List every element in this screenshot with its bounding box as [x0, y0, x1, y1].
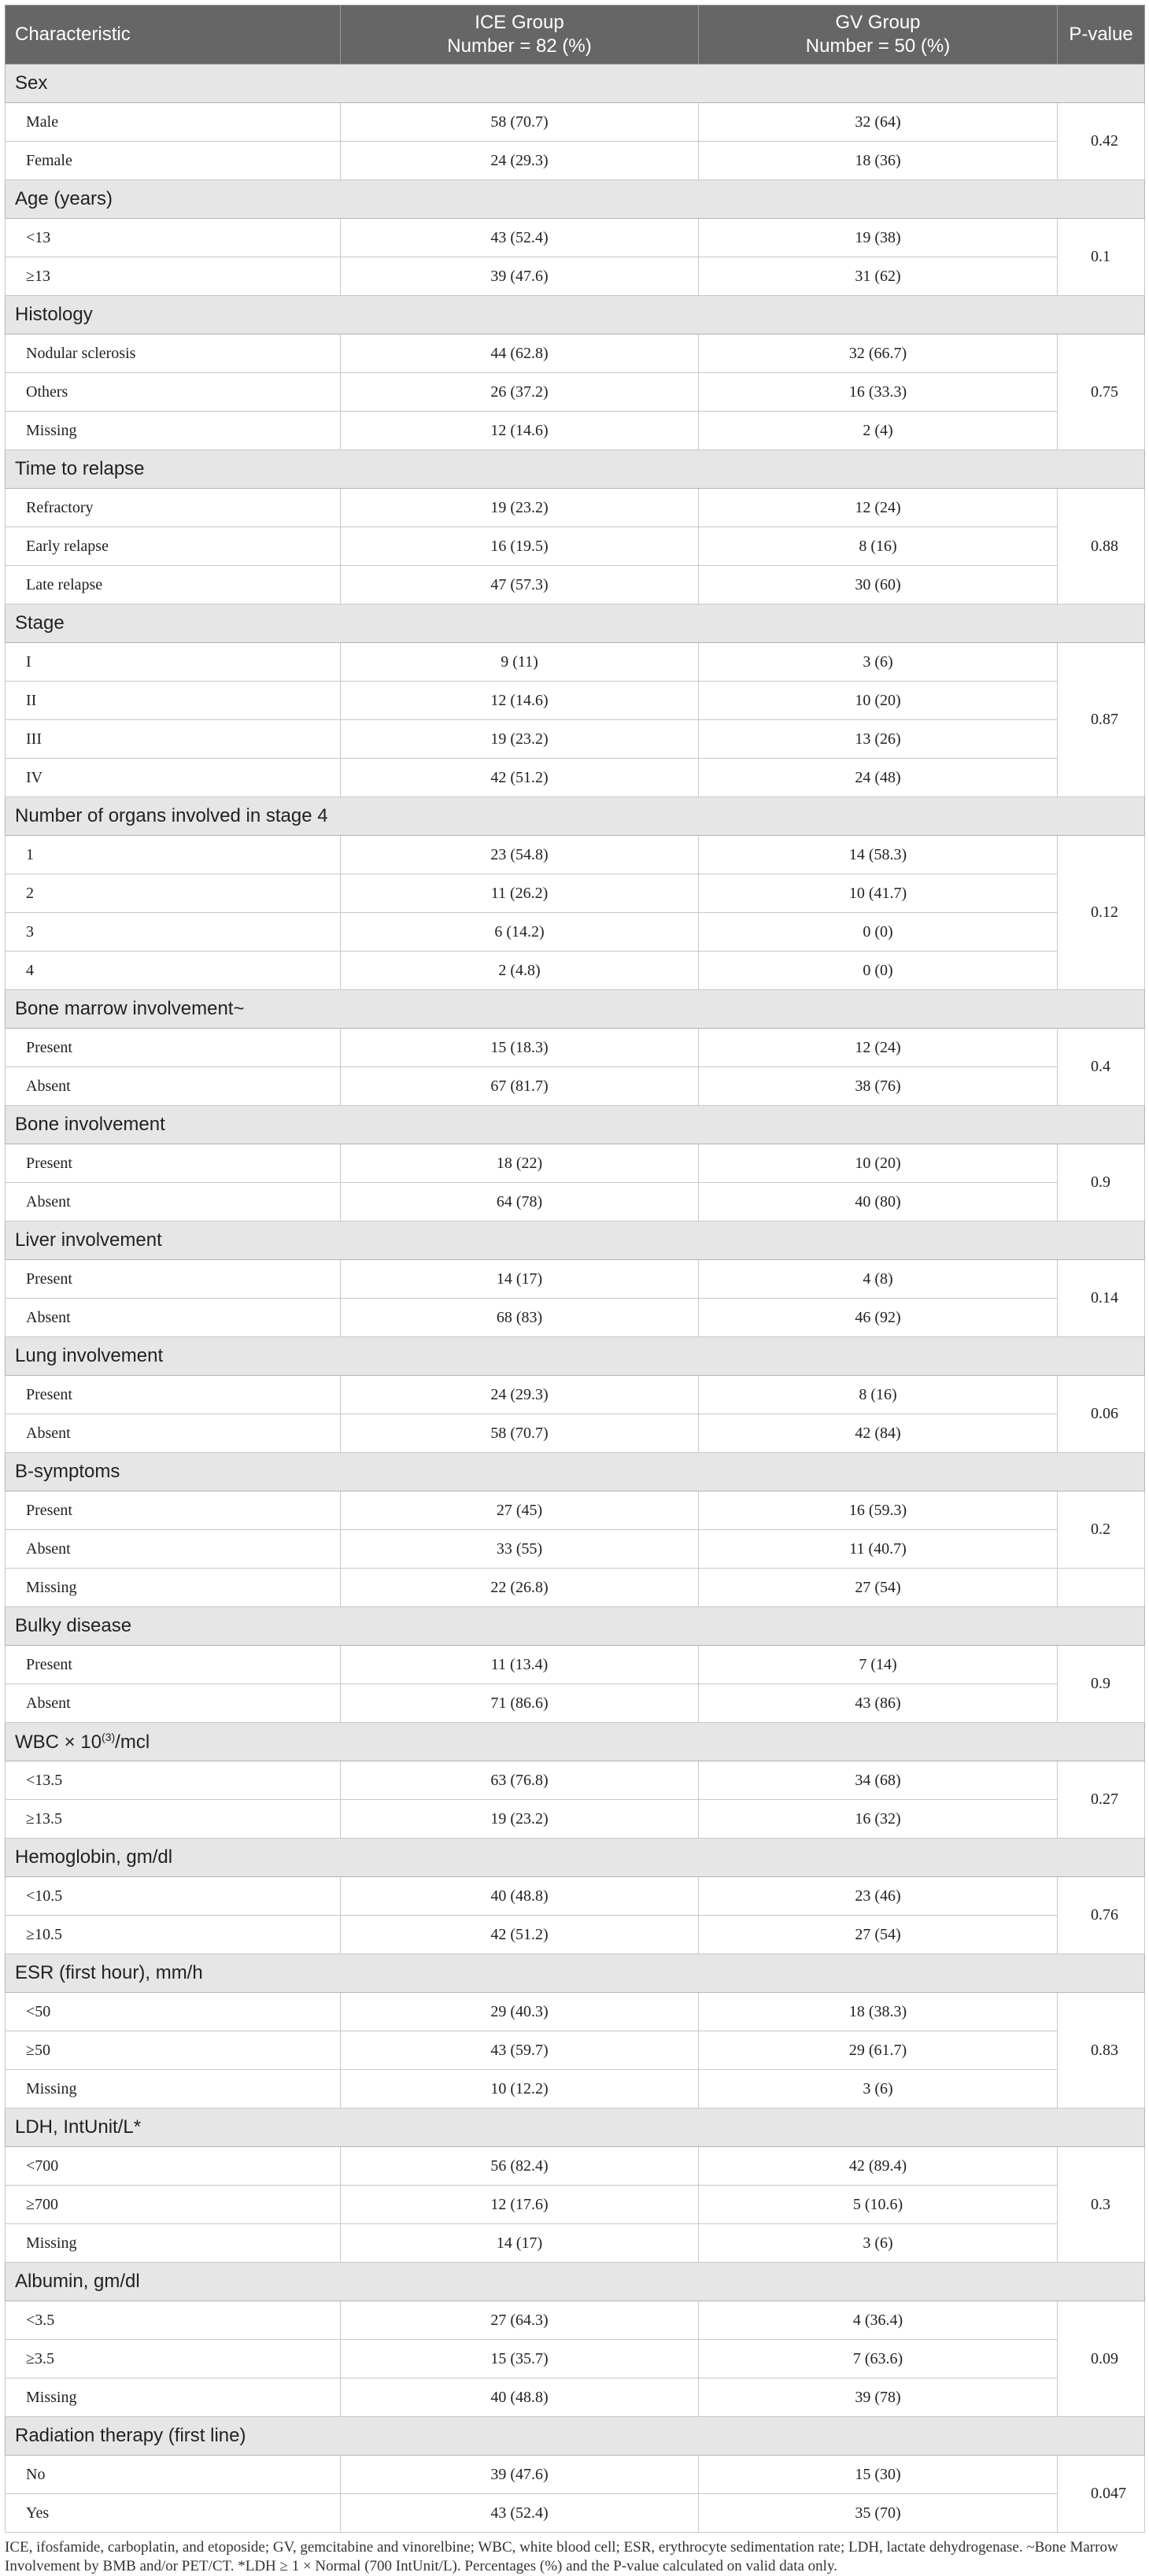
ice-value: 39 (47.6): [341, 2456, 699, 2494]
table-row: [6, 1260, 1145, 1299]
gv-value: 4 (8): [699, 1260, 1058, 1299]
gv-value: 19 (38): [699, 219, 1058, 257]
category-row: [6, 1954, 1145, 1993]
header-pvalue-label: P-value: [1069, 24, 1133, 45]
category-title: [6, 990, 1145, 1029]
row-label: No: [6, 2456, 341, 2494]
pvalue-cell: 0.42: [1058, 103, 1145, 180]
row-label: 1: [6, 836, 341, 874]
category-title: [6, 65, 1145, 103]
gv-value: 10 (20): [699, 1144, 1058, 1183]
ice-value: 64 (78): [341, 1183, 699, 1221]
gv-value: 12 (24): [699, 489, 1058, 527]
gv-value: 8 (16): [699, 1376, 1058, 1414]
gv-value: 30 (60): [699, 566, 1058, 604]
category-title-text: Histology: [15, 304, 93, 325]
gv-value: 18 (36): [699, 142, 1058, 180]
row-label: Missing: [6, 412, 341, 450]
gv-value: 16 (32): [699, 1800, 1058, 1839]
category-title-text: LDH, IntUnit/L*: [15, 2116, 142, 2138]
ice-value: 40 (48.8): [341, 1877, 699, 1916]
header-ice-line2: Number = 82 (%): [447, 35, 592, 57]
category-title-text: Bone marrow involvement~: [15, 998, 245, 1019]
row-label: ≥10.5: [6, 1916, 341, 1954]
category-row: [6, 1106, 1145, 1144]
gv-value: 32 (64): [699, 103, 1058, 142]
table-row: [6, 913, 1145, 952]
category-title: [6, 1221, 1145, 1260]
table-row: [6, 1761, 1145, 1800]
category-title-text: Stage: [15, 612, 65, 634]
gv-value: 8 (16): [699, 527, 1058, 566]
ice-value: 15 (35.7): [341, 2340, 699, 2378]
table-row: [6, 2340, 1145, 2378]
row-label: Early relapse: [6, 527, 341, 566]
category-row: [6, 2263, 1145, 2301]
category-title: [6, 1954, 1145, 1993]
row-label: ≥13.5: [6, 1800, 341, 1839]
ice-value: 58 (70.7): [341, 1414, 699, 1453]
gv-value: 4 (36.4): [699, 2301, 1058, 2340]
ice-value: 47 (57.3): [341, 566, 699, 604]
category-title-text: Lung involvement: [15, 1345, 164, 1366]
category-title: [6, 1723, 1145, 1761]
ice-value: 14 (17): [341, 1260, 699, 1299]
gv-value: 16 (33.3): [699, 373, 1058, 412]
table-row: [6, 874, 1145, 913]
category-title-text: B-symptoms: [15, 1461, 120, 1482]
header-row: [6, 6, 1145, 65]
ice-value: 10 (12.2): [341, 2070, 699, 2108]
table-row: [6, 334, 1145, 373]
gv-value: 15 (30): [699, 2456, 1058, 2494]
ice-value: 29 (40.3): [341, 1993, 699, 2031]
row-label: Present: [6, 1376, 341, 1414]
pvalue-cell: 0.9: [1058, 1144, 1145, 1221]
table-row: [6, 2186, 1145, 2224]
pvalue-cell: 0.2: [1058, 1491, 1145, 1569]
table-row: [6, 682, 1145, 720]
ice-value: 63 (76.8): [341, 1761, 699, 1800]
header-gv-group: [699, 6, 1058, 65]
gv-value: 27 (54): [699, 1916, 1058, 1954]
row-label: Nodular sclerosis: [6, 334, 341, 373]
gv-value: 3 (6): [699, 2224, 1058, 2263]
ice-value: 14 (17): [341, 2224, 699, 2263]
row-label: <13: [6, 219, 341, 257]
characteristics-table: [5, 5, 1145, 2533]
pvalue-cell: 0.88: [1058, 489, 1145, 604]
gv-value: 7 (14): [699, 1646, 1058, 1684]
row-label: Absent: [6, 1067, 341, 1106]
ice-value: 39 (47.6): [341, 257, 699, 296]
category-title: [6, 1337, 1145, 1376]
row-label: 3: [6, 913, 341, 952]
pvalue-cell: 0.14: [1058, 1260, 1145, 1337]
row-label: Missing: [6, 2224, 341, 2263]
pvalue-cell: 0.1: [1058, 219, 1145, 296]
table-row: [6, 219, 1145, 257]
row-label: <10.5: [6, 1877, 341, 1916]
category-title: [6, 450, 1145, 489]
row-label: ≥50: [6, 2031, 341, 2070]
category-title-text: Sex: [15, 72, 48, 94]
row-label: ≥3.5: [6, 2340, 341, 2378]
gv-value: 5 (10.6): [699, 2186, 1058, 2224]
row-label: Others: [6, 373, 341, 412]
category-title-text: Number of organs involved in stage 4: [15, 805, 328, 826]
gv-value: 12 (24): [699, 1029, 1058, 1067]
category-title-text: Liver involvement: [15, 1229, 162, 1251]
row-label: II: [6, 682, 341, 720]
table-row: [6, 643, 1145, 682]
table-row: [6, 2224, 1145, 2263]
category-row: [6, 1337, 1145, 1376]
category-title: [6, 1839, 1145, 1877]
gv-value: 43 (86): [699, 1684, 1058, 1723]
gv-value: 2 (4): [699, 412, 1058, 450]
table-row: [6, 836, 1145, 874]
ice-value: 2 (4.8): [341, 952, 699, 990]
category-title-text: Radiation therapy (first line): [15, 2425, 246, 2446]
row-label: Absent: [6, 1684, 341, 1723]
ice-value: 26 (37.2): [341, 373, 699, 412]
table-row: [6, 1067, 1145, 1106]
category-row: [6, 1453, 1145, 1491]
ice-value: 44 (62.8): [341, 334, 699, 373]
category-title: [6, 2263, 1145, 2301]
ice-value: 71 (86.6): [341, 1684, 699, 1723]
table-row: [6, 103, 1145, 142]
gv-value: 32 (66.7): [699, 334, 1058, 373]
header-ice-group: [341, 6, 699, 65]
row-label: <700: [6, 2147, 341, 2186]
table-row: [6, 1800, 1145, 1839]
ice-value: 24 (29.3): [341, 142, 699, 180]
category-title-text: Hemoglobin, gm/dl: [15, 1846, 173, 1868]
category-row: [6, 2417, 1145, 2456]
ice-value: 67 (81.7): [341, 1067, 699, 1106]
table-row: [6, 720, 1145, 759]
table-row: [6, 1530, 1145, 1569]
ice-value: 15 (18.3): [341, 1029, 699, 1067]
gv-value: 31 (62): [699, 257, 1058, 296]
row-label: Present: [6, 1260, 341, 1299]
table-row: [6, 142, 1145, 180]
ice-value: 27 (45): [341, 1491, 699, 1530]
header-characteristic: [6, 6, 341, 65]
header-gv-line1: GV Group: [835, 12, 921, 33]
row-label: Missing: [6, 1569, 341, 1607]
gv-value: 27 (54): [699, 1569, 1058, 1607]
category-title-text: Albumin, gm/dl: [15, 2271, 140, 2292]
table-row: [6, 1569, 1145, 1607]
pvalue-cell: 0.3: [1058, 2147, 1145, 2263]
table-row: [6, 2301, 1145, 2340]
pvalue-empty-cell: [1058, 1569, 1145, 1607]
ice-value: 24 (29.3): [341, 1376, 699, 1414]
category-title-text: Bulky disease: [15, 1615, 132, 1636]
pvalue-cell: 0.76: [1058, 1877, 1145, 1954]
row-label: Present: [6, 1144, 341, 1183]
table-row: [6, 489, 1145, 527]
row-label: 2: [6, 874, 341, 913]
row-label: Absent: [6, 1183, 341, 1221]
ice-value: 23 (54.8): [341, 836, 699, 874]
category-title: [6, 797, 1145, 836]
ice-value: 22 (26.8): [341, 1569, 699, 1607]
table-row: [6, 1993, 1145, 2031]
ice-value: 58 (70.7): [341, 103, 699, 142]
table-row: [6, 1183, 1145, 1221]
category-title: [6, 296, 1145, 334]
table-row: [6, 566, 1145, 604]
ice-value: 16 (19.5): [341, 527, 699, 566]
table-row: [6, 1144, 1145, 1183]
gv-value: 0 (0): [699, 952, 1058, 990]
row-label: IV: [6, 759, 341, 797]
row-label: ≥13: [6, 257, 341, 296]
ice-value: 43 (59.7): [341, 2031, 699, 2070]
table-row: [6, 2070, 1145, 2108]
gv-value: 40 (80): [699, 1183, 1058, 1221]
gv-value: 24 (48): [699, 759, 1058, 797]
gv-value: 42 (84): [699, 1414, 1058, 1453]
row-label: Absent: [6, 1530, 341, 1569]
category-title-text: Age (years): [15, 188, 113, 209]
pvalue-cell: 0.75: [1058, 334, 1145, 450]
category-row: [6, 797, 1145, 836]
row-label: Absent: [6, 1414, 341, 1453]
row-label: Missing: [6, 2070, 341, 2108]
gv-value: 14 (58.3): [699, 836, 1058, 874]
row-label: I: [6, 643, 341, 682]
category-row: [6, 2108, 1145, 2147]
category-title-suffix: /mcl: [115, 1731, 150, 1753]
ice-value: 19 (23.2): [341, 720, 699, 759]
table-row: [6, 1299, 1145, 1337]
ice-value: 9 (11): [341, 643, 699, 682]
ice-value: 12 (14.6): [341, 682, 699, 720]
category-row: [6, 604, 1145, 643]
row-label: Present: [6, 1491, 341, 1530]
category-row: [6, 1221, 1145, 1260]
gv-value: 16 (59.3): [699, 1491, 1058, 1530]
gv-value: 46 (92): [699, 1299, 1058, 1337]
header-gv-line2: Number = 50 (%): [805, 35, 951, 57]
table-row: [6, 1414, 1145, 1453]
pvalue-cell: 0.047: [1058, 2456, 1145, 2533]
table-row: [6, 1684, 1145, 1723]
gv-value: 10 (41.7): [699, 874, 1058, 913]
gv-value: 35 (70): [699, 2494, 1058, 2533]
table-row: [6, 1916, 1145, 1954]
category-row: [6, 1723, 1145, 1761]
table-body: [6, 65, 1145, 2533]
row-label: Yes: [6, 2494, 341, 2533]
ice-value: 68 (83): [341, 1299, 699, 1337]
category-row: [6, 296, 1145, 334]
row-label: ≥700: [6, 2186, 341, 2224]
table-row: [6, 1646, 1145, 1684]
category-row: [6, 990, 1145, 1029]
row-label: Present: [6, 1029, 341, 1067]
gv-value: 39 (78): [699, 2378, 1058, 2417]
pvalue-cell: 0.87: [1058, 643, 1145, 797]
table-row: [6, 1877, 1145, 1916]
category-row: [6, 1607, 1145, 1646]
table-row: [6, 373, 1145, 412]
row-label: <3.5: [6, 2301, 341, 2340]
ice-value: 6 (14.2): [341, 913, 699, 952]
ice-value: 12 (14.6): [341, 412, 699, 450]
ice-value: 42 (51.2): [341, 759, 699, 797]
category-title-superscript: (3): [102, 1730, 116, 1743]
category-title: [6, 180, 1145, 219]
ice-value: 12 (17.6): [341, 2186, 699, 2224]
pvalue-cell: 0.4: [1058, 1029, 1145, 1106]
gv-value: 38 (76): [699, 1067, 1058, 1106]
row-label: <13.5: [6, 1761, 341, 1800]
category-title-text: ESR (first hour), mm/h: [15, 1962, 203, 1983]
table-row: [6, 1491, 1145, 1530]
category-title: [6, 2417, 1145, 2456]
table-row: [6, 2031, 1145, 2070]
table-row: [6, 2147, 1145, 2186]
pvalue-cell: 0.9: [1058, 1646, 1145, 1723]
table-row: [6, 1029, 1145, 1067]
ice-value: 43 (52.4): [341, 2494, 699, 2533]
category-row: [6, 180, 1145, 219]
category-title: [6, 1453, 1145, 1491]
row-label: III: [6, 720, 341, 759]
gv-value: 18 (38.3): [699, 1993, 1058, 2031]
header-pvalue: [1058, 6, 1145, 65]
category-title: [6, 1106, 1145, 1144]
row-label: Male: [6, 103, 341, 142]
gv-value: 42 (89.4): [699, 2147, 1058, 2186]
table-row: [6, 257, 1145, 296]
ice-value: 11 (26.2): [341, 874, 699, 913]
pvalue-cell: 0.12: [1058, 836, 1145, 990]
category-title: [6, 1607, 1145, 1646]
table-row: [6, 952, 1145, 990]
pvalue-cell: 0.06: [1058, 1376, 1145, 1453]
table-row: [6, 1376, 1145, 1414]
gv-value: 0 (0): [699, 913, 1058, 952]
gv-value: 23 (46): [699, 1877, 1058, 1916]
table-row: [6, 527, 1145, 566]
ice-value: 42 (51.2): [341, 1916, 699, 1954]
gv-value: 11 (40.7): [699, 1530, 1058, 1569]
row-label: Present: [6, 1646, 341, 1684]
table-row: [6, 759, 1145, 797]
table-container: [5, 5, 1144, 2576]
category-title: [6, 604, 1145, 643]
table-row: [6, 412, 1145, 450]
row-label: Late relapse: [6, 566, 341, 604]
pvalue-cell: 0.83: [1058, 1993, 1145, 2108]
gv-value: 3 (6): [699, 643, 1058, 682]
ice-value: 19 (23.2): [341, 1800, 699, 1839]
header-characteristic-label: Characteristic: [15, 24, 131, 45]
gv-value: 7 (63.6): [699, 2340, 1058, 2378]
gv-value: 34 (68): [699, 1761, 1058, 1800]
gv-value: 3 (6): [699, 2070, 1058, 2108]
pvalue-cell: 0.09: [1058, 2301, 1145, 2417]
pvalue-cell: 0.27: [1058, 1761, 1145, 1839]
row-label: Absent: [6, 1299, 341, 1337]
table-footnote: ICE, ifosfamide, carboplatin, and etoposide; GV, gemcitabine and vinorelbine; WBC, white blood cell; ESR, erythrocyte sedimentation rate; LDH, lactate dehydrogenase. ~Bone Marrow Involvement by BMB and/or PET/CT. *LDH ≥ 1 × Normal (700 IntUnit/L). Percentages (%) and the P-value calculated on valid data only.: [5, 2539, 1118, 2574]
category-title: [6, 2108, 1145, 2147]
ice-value: 43 (52.4): [341, 219, 699, 257]
gv-value: 10 (20): [699, 682, 1058, 720]
table-row: [6, 2494, 1145, 2533]
category-row: [6, 450, 1145, 489]
row-label: Female: [6, 142, 341, 180]
category-row: [6, 1839, 1145, 1877]
category-title-text: Bone involvement: [15, 1114, 165, 1135]
row-label: <50: [6, 1993, 341, 2031]
header-ice-line1: ICE Group: [475, 12, 564, 33]
gv-value: 13 (26): [699, 720, 1058, 759]
ice-value: 18 (22): [341, 1144, 699, 1183]
ice-value: 33 (55): [341, 1530, 699, 1569]
ice-value: 56 (82.4): [341, 2147, 699, 2186]
ice-value: 27 (64.3): [341, 2301, 699, 2340]
ice-value: 19 (23.2): [341, 489, 699, 527]
row-label: Refractory: [6, 489, 341, 527]
table-row: [6, 2378, 1145, 2417]
gv-value: 29 (61.7): [699, 2031, 1058, 2070]
category-title-text: Time to relapse: [15, 458, 145, 479]
category-row: [6, 65, 1145, 103]
row-label: Missing: [6, 2378, 341, 2417]
row-label: 4: [6, 952, 341, 990]
ice-value: 11 (13.4): [341, 1646, 699, 1684]
category-title-text: WBC × 10: [15, 1731, 102, 1753]
table-row: [6, 2456, 1145, 2494]
ice-value: 40 (48.8): [341, 2378, 699, 2417]
